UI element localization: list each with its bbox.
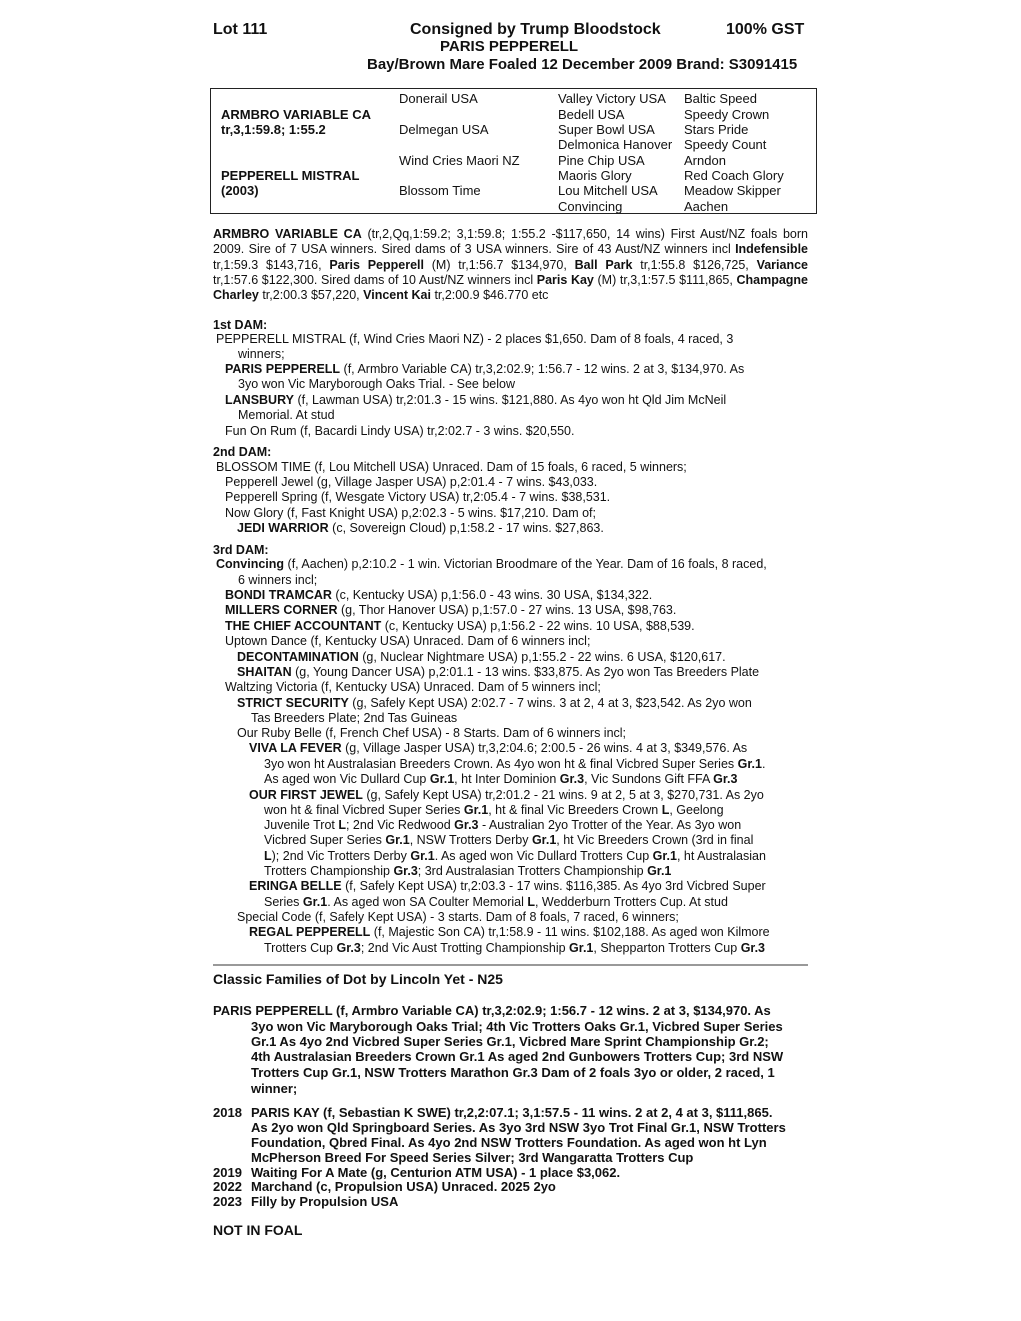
foal-entry: LANSBURY (f, Lawman USA) tr,2:01.3 - 15 wins. $121,880. As 4yo won ht Qld Jim McNeil (225, 393, 727, 407)
foal-entry: ERINGA BELLE (f, Safely Kept USA) tr,2:03.3 - 17 wins. $116,385. As 4yo 3rd Vicbred Super (249, 879, 766, 893)
produce-year: 2019 (213, 1165, 242, 1180)
pedigree-g3: Speedy Count (684, 137, 767, 152)
pedigree-dam-year: (2003) (221, 183, 259, 198)
classic-family-title: Classic Families of Dot by Lincoln Yet - N25 (213, 971, 503, 987)
produce-entry: PARIS PEPPERELL (f, Armbro Variable CA) tr,3,2:02.9; 1:56.7 - 12 wins. 2 at 3, $134,970. As (213, 1003, 771, 1018)
section-divider (213, 964, 808, 966)
produce-entry: PARIS KAY (f, Sebastian K SWE) tr,2,2:07.1; 3,1:57.5 - 11 wins. 2 at 2, 4 at 3, $111,865. (251, 1105, 773, 1120)
foal-entry: DECONTAMINATION (g, Nuclear Nightmare USA) p,1:55.2 - 22 wins. 6 USA, $120,617. (237, 650, 726, 664)
sire-notes: ARMBRO VARIABLE CA (tr,2,Qq,1:59.2; 3,1:59.8; 1:55.2 -$117,650, 14 wins) First Aust/NZ foals born 2009. Sire of 7 USA winners. Sired dams of 3 USA winners. Sire of 43 Aust/NZ winners incl Indefensible tr,1:59.3 $143,716, Paris Pepperell (M) tr,1:56.7 $134,970, Ball Park tr,1:55.8 $126,725, Variance tr,1:57.6 $122,300. Sired dams of 10 Aust/NZ winners incl Paris Kay (M) tr,3,1:57.5 $111,865, Champagne Charley tr,2:00.3 $57,220, Vincent Kai tr,2:00.9 $46.770 etc (213, 227, 809, 303)
produce-entry-cont: 4th Australasian Breeders Crown Gr.1 As aged 2nd Gunbowers Trotters Cup; 3rd NSW (251, 1049, 784, 1064)
pedigree-g2: Super Bowl USA (558, 122, 655, 137)
pedigree-g1: Blossom Time (399, 183, 481, 198)
pedigree-g2: Bedell USA (558, 107, 625, 122)
foal-status: NOT IN FOAL (213, 1222, 303, 1238)
foal-entry: Uptown Dance (f, Kentucky USA) Unraced. Dam of 6 winners incl; (225, 634, 591, 648)
pedigree-g3: Aachen (684, 199, 729, 214)
pedigree-g1: Wind Cries Maori NZ (399, 153, 520, 168)
foal-entry-cont: Series Gr.1. As aged won SA Coulter Memorial L, Wedderburn Trotters Cup. At stud (264, 895, 728, 909)
foal-entry: VIVA LA FEVER (g, Village Jasper USA) tr,3,2:04.6; 2:00.5 - 26 wins. 4 at 3, $349,576. As (249, 741, 748, 755)
pedigree-g3: Arndon (684, 153, 726, 168)
pedigree-g2: Delmonica Hanover (558, 137, 673, 152)
first-dam-line: PEPPERELL MISTRAL (f, Wind Cries Maori NZ) - 2 places $1,650. Dam of 8 foals, 4 raced, 3 (216, 332, 734, 346)
foal-entry: Pepperell Jewel (g, Village Jasper USA) p,2:01.4 - 7 wins. $43,033. (225, 475, 598, 489)
foal-entry: REGAL PEPPERELL (f, Majestic Son CA) tr,1:58.9 - 11 wins. $102,188. As aged won Kilmore (249, 925, 770, 939)
produce-entry-cont: As 2yo won Qld Springboard Series. As 3yo 3rd NSW 3yo Trot Final Gr.1, NSW Trotters (251, 1120, 786, 1135)
foal-entry: OUR FIRST JEWEL (g, Safely Kept USA) tr,2:01.2 - 21 wins. 9 at 2, 5 at 3, $270,731. As 2yo (249, 788, 764, 802)
first-dam-heading: 1st DAM: (213, 318, 268, 332)
produce-entry-cont: Foundation, Qbred Final. As 4yo 2nd NSW Trotters Foundation. As aged won ht Lyn (251, 1135, 767, 1150)
pedigree-g2: Maoris Glory (558, 168, 632, 183)
pedigree-dam: PEPPERELL MISTRAL (221, 168, 360, 183)
horse-description: Bay/Brown Mare Foaled 12 December 2009 Brand: S3091415 (367, 56, 798, 73)
pedigree-g3: Stars Pride (684, 122, 749, 137)
pedigree-g3: Baltic Speed (684, 91, 757, 106)
foal-entry: JEDI WARRIOR (c, Sovereign Cloud) p,1:58.2 - 17 wins. $27,863. (237, 521, 604, 535)
produce-entry: Filly by Propulsion USA (251, 1194, 399, 1209)
second-dam-heading: 2nd DAM: (213, 445, 272, 459)
produce-entry: Waiting For A Mate (g, Centurion ATM USA) - 1 place $3,062. (251, 1165, 621, 1180)
produce-year: 2022 (213, 1179, 242, 1194)
foal-entry: BONDI TRAMCAR (c, Kentucky USA) p,1:56.0 - 43 wins. 30 USA, $134,322. (225, 588, 653, 602)
foal-entry: MILLERS CORNER (g, Thor Hanover USA) p,1:57.0 - 27 wins. 13 USA, $98,763. (225, 603, 677, 617)
lot-number: Lot 111 (213, 21, 268, 38)
produce-entry-cont: winner; (251, 1081, 298, 1096)
foal-entry: Special Code (f, Safely Kept USA) - 3 starts. Dam of 8 foals, 7 raced, 6 winners; (237, 910, 679, 924)
produce-entry-cont: Gr.1 As 4yo 2nd Vicbred Super Series Gr.1, Vicbred Mare Sprint Championship Gr.2; (251, 1034, 769, 1049)
pedigree-sire-record: tr,3,1:59.8; 1:55.2 (221, 122, 326, 137)
foal-entry: STRICT SECURITY (g, Safely Kept USA) 2:02.7 - 7 wins. 3 at 2, 4 at 3, $23,542. As 2yo won (237, 696, 752, 710)
pedigree-g2: Convincing (558, 199, 623, 214)
produce-year: 2018 (213, 1105, 242, 1120)
foal-entry: Waltzing Victoria (f, Kentucky USA) Unraced. Dam of 5 winners incl; (225, 680, 601, 694)
foal-entry-cont: Trotters Cup Gr.3; 2nd Vic Aust Trotting Championship Gr.1, Shepparton Trotters Cup Gr.3 (264, 941, 766, 955)
pedigree-g1: Delmegan USA (399, 122, 489, 137)
pedigree-g3: Red Coach Glory (684, 168, 784, 183)
third-dam-line: 6 winners incl; (238, 573, 318, 587)
foal-entry: PARIS PEPPERELL (f, Armbro Variable CA) tr,3,2:02.9; 1:56.7 - 12 wins. 2 at 3, $134,970. As (225, 362, 745, 376)
produce-entry-cont: McPherson Breed For Speed Series Silver; 3rd Wangaratta Trotters Cup (251, 1150, 694, 1165)
pedigree-sire: ARMBRO VARIABLE CA (221, 107, 371, 122)
foal-entry-cont: L); 2nd Vic Trotters Derby Gr.1. As aged won Vic Dullard Trotters Cup Gr.1, ht Australasian (264, 849, 766, 863)
gst-label: 100% GST (726, 21, 805, 38)
foal-entry-cont: Tas Breeders Plate; 2nd Tas Guineas (251, 711, 458, 725)
first-dam-line: winners; (238, 347, 285, 361)
third-dam-line: Convincing (f, Aachen) p,2:10.2 - 1 win. Victorian Broodmare of the Year. Dam of 16 foals, 8 raced, (216, 557, 767, 571)
horse-name: PARIS PEPPERELL (440, 38, 579, 55)
produce-entry: Marchand (c, Propulsion USA) Unraced. 2025 2yo (251, 1179, 556, 1194)
pedigree-g2: Valley Victory USA (558, 91, 666, 106)
pedigree-g2: Pine Chip USA (558, 153, 645, 168)
foal-entry-cont: 3yo won ht Australasian Breeders Crown. As 4yo won ht & final Vicbred Super Series Gr.1. (264, 757, 766, 771)
produce-entry-cont: Trotters Cup Gr.1, NSW Trotters Marathon Gr.3 Dam of 2 foals 3yo or older, 2 raced, 1 (251, 1065, 775, 1080)
produce-entry-cont: 3yo won Vic Maryborough Oaks Trial; 4th Vic Trotters Oaks Gr.1, Vicbred Super Series (251, 1019, 783, 1034)
foal-entry: THE CHIEF ACCOUNTANT (c, Kentucky USA) p,1:56.2 - 22 wins. 10 USA, $88,539. (225, 619, 695, 633)
foal-entry-cont: Trotters Championship Gr.3; 3rd Australasian Trotters Championship Gr.1 (264, 864, 672, 878)
foal-entry-cont: Vicbred Super Series Gr.1, NSW Trotters Derby Gr.1, ht Vic Breeders Crown (3rd in final (264, 833, 754, 847)
foal-entry: Our Ruby Belle (f, French Chef USA) - 8 Starts. Dam of 6 winners incl; (237, 726, 627, 740)
foal-entry-cont: won ht & final Vicbred Super Series Gr.1, ht & final Vic Breeders Crown L, Geelong (264, 803, 724, 817)
foal-entry-cont: Memorial. At stud (238, 408, 335, 422)
pedigree-g3: Speedy Crown (684, 107, 770, 122)
foal-entry-cont: 3yo won Vic Maryborough Oaks Trial. - See below (238, 377, 515, 391)
consignor: Consigned by Trump Bloodstock (410, 21, 661, 38)
foal-entry: Now Glory (f, Fast Knight USA) p,2:02.3 - 5 wins. $17,210. Dam of; (225, 506, 596, 520)
foal-entry: SHAITAN (g, Young Dancer USA) p,2:01.1 - 13 wins. $33,875. As 2yo won Tas Breeders Plate (237, 665, 760, 679)
foal-entry-cont: As aged won Vic Dullard Cup Gr.1, ht Inter Dominion Gr.3, Vic Sundons Gift FFA Gr.3 (264, 772, 738, 786)
foal-entry-cont: Juvenile Trot L; 2nd Vic Redwood Gr.3 - Australian 2yo Trotter of the Year. As 3yo won (264, 818, 742, 832)
second-dam-line: BLOSSOM TIME (f, Lou Mitchell USA) Unraced. Dam of 15 foals, 6 raced, 5 winners; (216, 460, 687, 474)
pedigree-g2: Lou Mitchell USA (558, 183, 658, 198)
pedigree-g1: Donerail USA (399, 91, 478, 106)
foal-entry: Pepperell Spring (f, Wesgate Victory USA) tr,2:05.4 - 7 wins. $38,531. (225, 490, 611, 504)
pedigree-g3: Meadow Skipper (684, 183, 781, 198)
third-dam-heading: 3rd DAM: (213, 543, 269, 557)
foal-entry: Fun On Rum (f, Bacardi Lindy USA) tr,2:02.7 - 3 wins. $20,550. (225, 424, 575, 438)
produce-year: 2023 (213, 1194, 242, 1209)
